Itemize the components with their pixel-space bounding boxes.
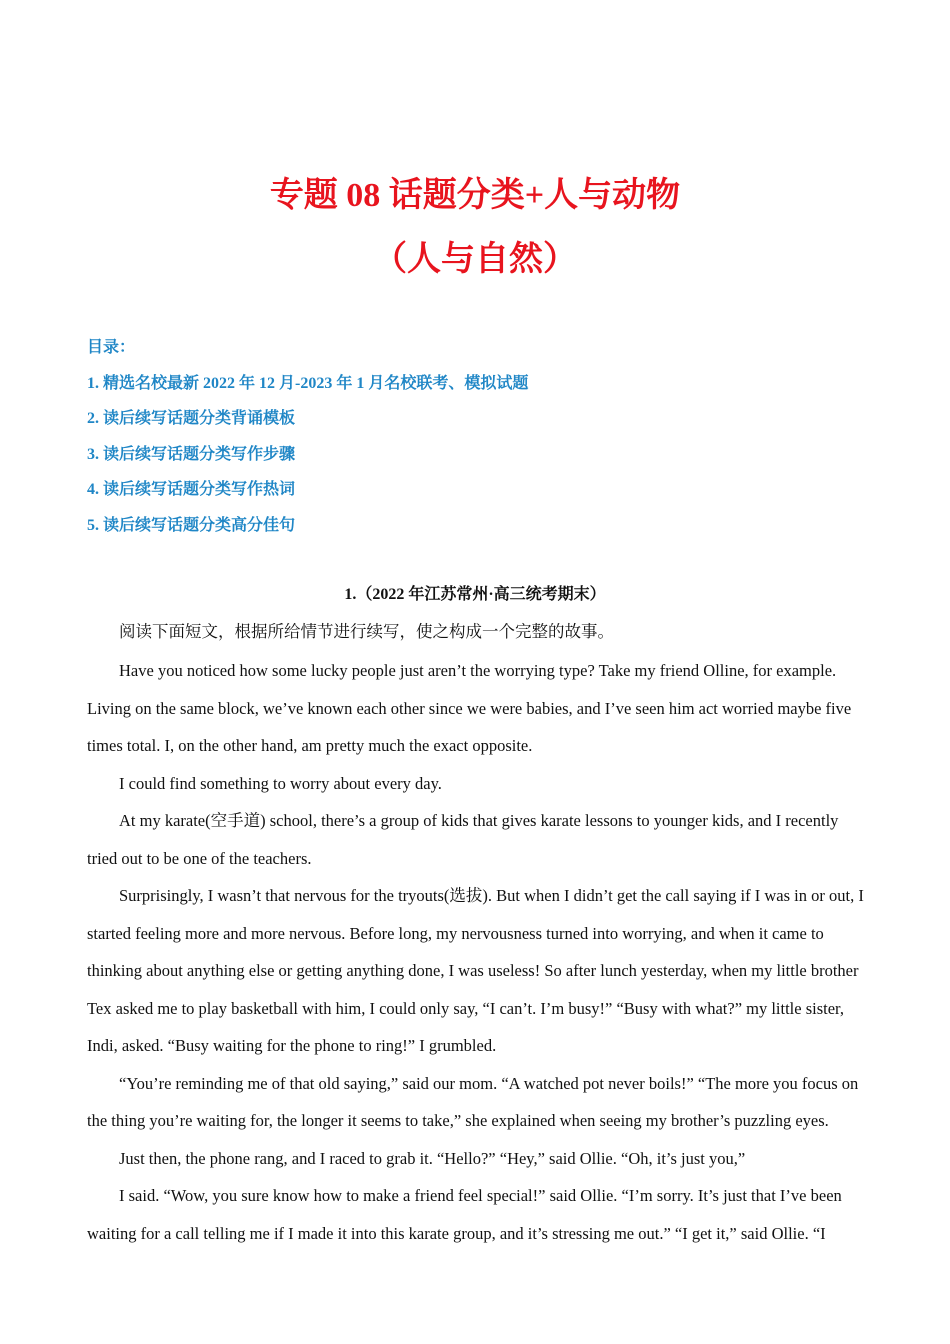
- question-header: 1.（2022 年江苏常州·高三统考期末）: [344, 586, 606, 603]
- toc-item: 3. 读后续写话题分类写作步骤: [87, 445, 296, 463]
- paragraph: I could find something to worry about every day.: [119, 773, 442, 793]
- paragraph: Surprisingly, I wasn’t that nervous for the tryouts(选拔). But when I didn’t get the call saying if I was in or out, I started feeling more and more nervous. Before long, my nervousness turned into worrying, and when it came to thinking about anything else or getting anything done, I was useless! So after lunch yesterday, when my little brother Tex asked me to play basketball with him, I could only say, “I can’t. I’m busy!” “Busy with what?” my little sister, Indi, asked. “Busy waiting for the phone to ring!” I grumbled.: [87, 886, 864, 1055]
- toc-label: 目录：: [87, 339, 136, 356]
- instruction: 阅读下面短文，根据所给情节进行续写，使之构成一个完整的故事。: [119, 622, 614, 641]
- paragraph: I said. “Wow, you sure know how to make a friend feel special!” said Ollie. “I’m sorry. It’s just that I’ve been waiting for a call telling me if I made it into this karate group, and it’s stressing me out.” “I get it,” said Ollie. “I: [87, 1186, 842, 1243]
- paragraph: “You’re reminding me of that old saying,” said our mom. “A watched pot never boils!” “The more you focus on the thing you’re waiting for, the longer it seems to take,” she explained when seeing my brother’s puzzling eyes.: [87, 1073, 859, 1130]
- toc-item: 2. 读后续写话题分类背诵模板: [87, 410, 296, 427]
- paragraph: Have you noticed how some lucky people just aren’t the worrying type? Take my friend Olline, for example. Living on the same block, we’ve known each other since we were babies, and I’ve seen him act worried maybe five times total. I, on the other hand, am pretty much the exact opposite.: [87, 661, 852, 755]
- toc-item: 1. 精选名校最新 2022 年 12 月-2023 年 1 月名校联考、模拟试题: [87, 374, 529, 392]
- table-of-contents: [87, 336, 867, 549]
- document-subtitle: （人与自然）: [373, 241, 577, 278]
- document-title: 专题 08 话题分类+人与动物: [269, 177, 681, 214]
- paragraph: At my karate(空手道) school, there’s a group of kids that gives karate lessons to younger kids, and I recently tried out to be one of the teachers.: [87, 811, 839, 868]
- toc-item: 5. 读后续写话题分类高分佳句: [87, 516, 296, 534]
- toc-item: 4. 读后续写话题分类写作热词: [87, 481, 296, 498]
- paragraph: Just then, the phone rang, and I raced to grab it. “Hello?” “Hey,” said Ollie. “Oh, it’s just you,”: [119, 1148, 746, 1168]
- passage: [87, 618, 867, 1252]
